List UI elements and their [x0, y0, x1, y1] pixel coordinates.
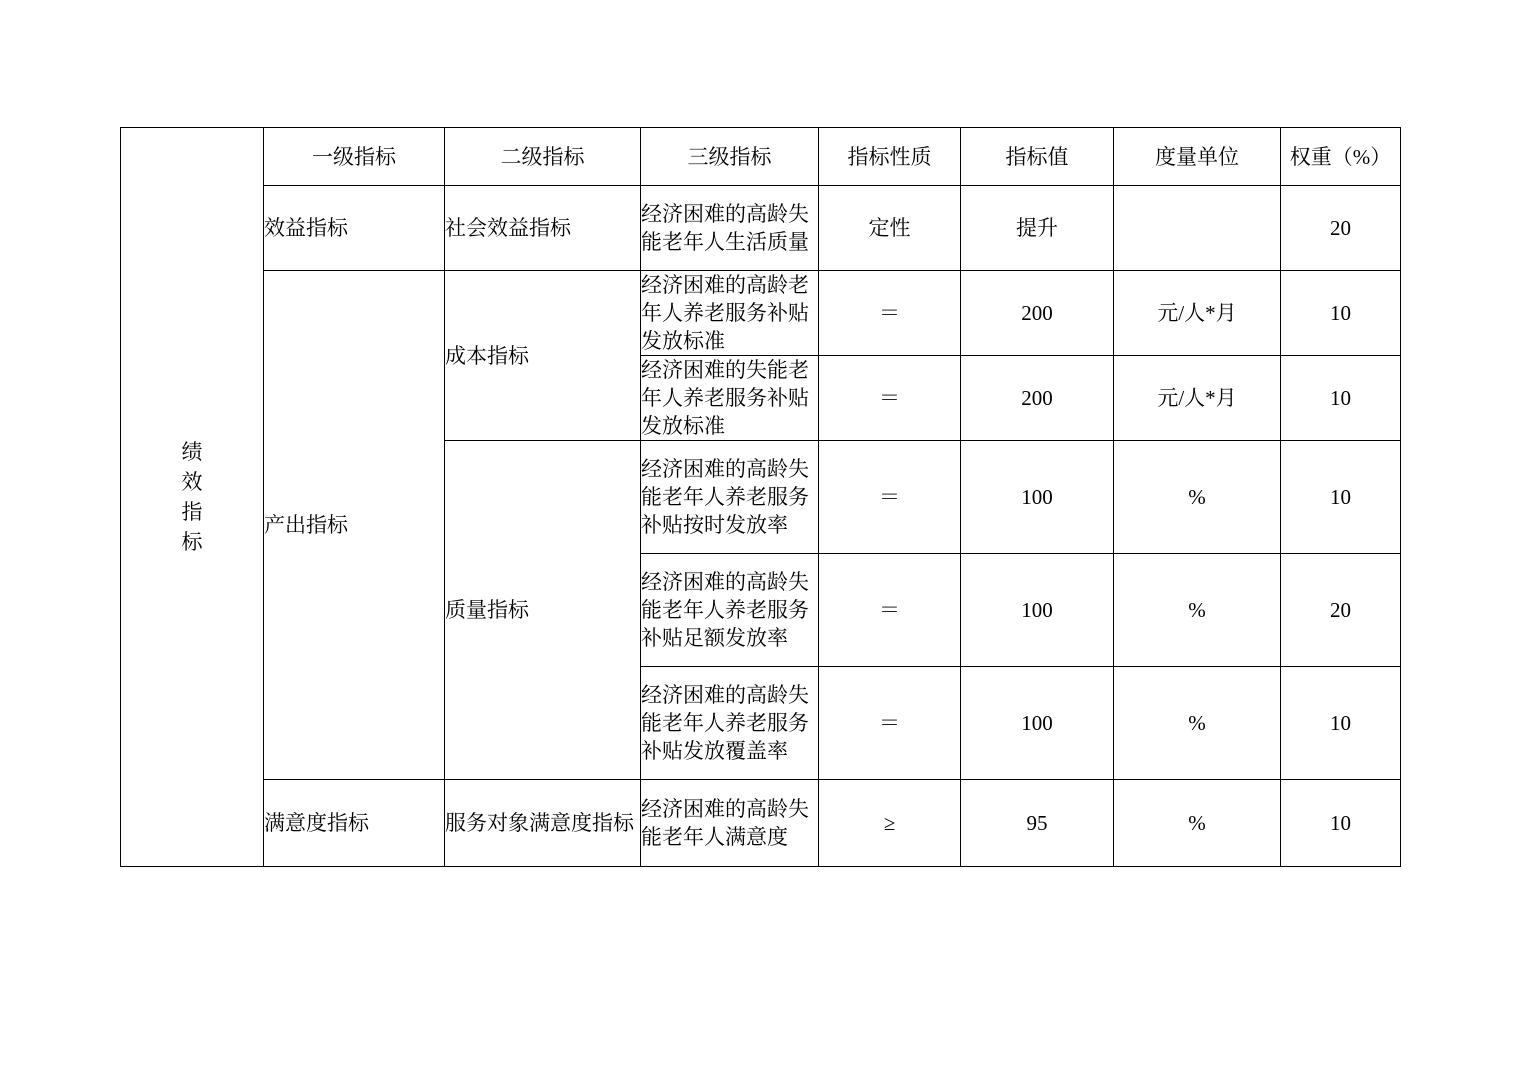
cell-nature: ＝ [819, 271, 961, 356]
cell-value: 提升 [961, 186, 1114, 271]
cell-value: 100 [961, 554, 1114, 667]
cell-level3: 经济困难的高龄失能老年人养老服务补贴按时发放率 [641, 441, 819, 554]
cell-nature: ＝ [819, 554, 961, 667]
cell-weight: 20 [1281, 186, 1401, 271]
cell-level1-benefit: 效益指标 [264, 186, 445, 271]
cell-weight: 10 [1281, 441, 1401, 554]
cell-nature: 定性 [819, 186, 961, 271]
cell-nature: ≥ [819, 780, 961, 867]
header-nature: 指标性质 [819, 128, 961, 186]
cell-unit: 元/人*月 [1114, 356, 1281, 441]
cell-unit: % [1114, 554, 1281, 667]
cell-weight: 10 [1281, 356, 1401, 441]
cell-level3: 经济困难的高龄失能老年人养老服务补贴足额发放率 [641, 554, 819, 667]
header-level3: 三级指标 [641, 128, 819, 186]
cell-weight: 10 [1281, 271, 1401, 356]
group-label-vertical: 绩效指标 [181, 440, 203, 554]
cell-unit: % [1114, 441, 1281, 554]
cell-value: 200 [961, 356, 1114, 441]
cell-level3: 经济困难的高龄失能老年人满意度 [641, 780, 819, 867]
header-level1: 一级指标 [264, 128, 445, 186]
cell-value: 100 [961, 441, 1114, 554]
header-unit: 度量单位 [1114, 128, 1281, 186]
cell-weight: 20 [1281, 554, 1401, 667]
cell-level2-quality: 质量指标 [445, 441, 641, 780]
table-container [120, 127, 1401, 867]
cell-unit: 元/人*月 [1114, 271, 1281, 356]
cell-group-performance-indicators [121, 128, 264, 867]
cell-weight: 10 [1281, 780, 1401, 867]
cell-level1-satisfaction: 满意度指标 [264, 780, 445, 867]
table-row [121, 271, 1401, 356]
cell-value: 100 [961, 667, 1114, 780]
cell-nature: ＝ [819, 356, 961, 441]
table-row [121, 780, 1401, 867]
cell-nature: ＝ [819, 667, 961, 780]
cell-level3: 经济困难的高龄老年人养老服务补贴发放标准 [641, 271, 819, 356]
header-weight: 权重（%） [1281, 128, 1401, 186]
cell-level3: 经济困难的高龄失能老年人生活质量 [641, 186, 819, 271]
cell-level3: 经济困难的高龄失能老年人养老服务补贴发放覆盖率 [641, 667, 819, 780]
cell-level1-output: 产出指标 [264, 271, 445, 780]
table-row [121, 186, 1401, 271]
performance-indicator-table [120, 127, 1401, 867]
cell-level3: 经济困难的失能老年人养老服务补贴发放标准 [641, 356, 819, 441]
cell-level2-cost: 成本指标 [445, 271, 641, 441]
header-value: 指标值 [961, 128, 1114, 186]
cell-nature: ＝ [819, 441, 961, 554]
header-row [121, 128, 1401, 186]
cell-level2-service-satisfaction: 服务对象满意度指标 [445, 780, 641, 867]
header-level2: 二级指标 [445, 128, 641, 186]
cell-value: 200 [961, 271, 1114, 356]
cell-unit: % [1114, 780, 1281, 867]
cell-weight: 10 [1281, 667, 1401, 780]
cell-value: 95 [961, 780, 1114, 867]
cell-unit: % [1114, 667, 1281, 780]
cell-level2-social-benefit: 社会效益指标 [445, 186, 641, 271]
cell-unit [1114, 186, 1281, 271]
